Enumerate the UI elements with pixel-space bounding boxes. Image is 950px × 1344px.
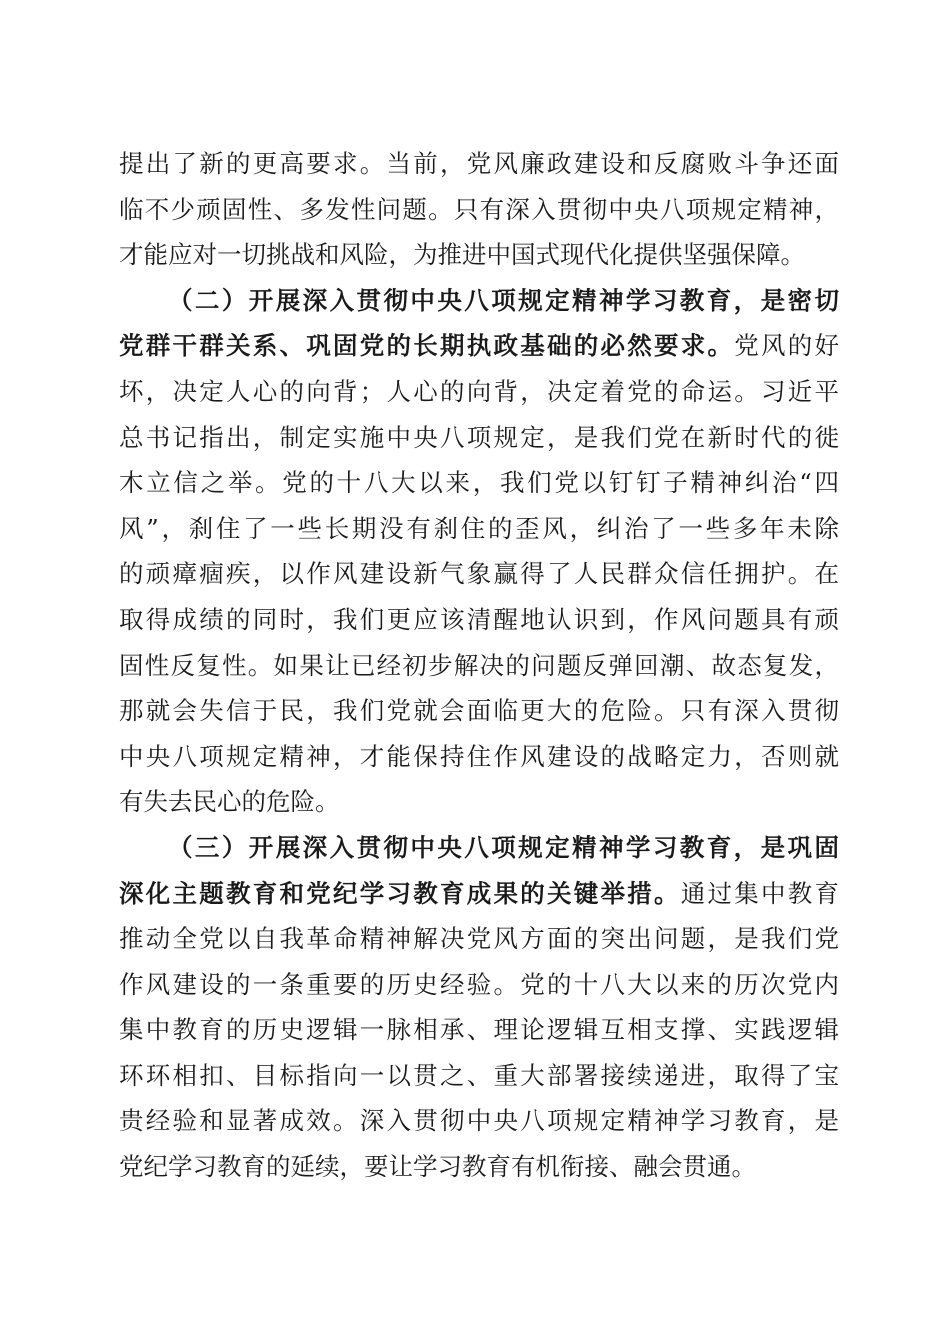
text-line: 那就会失信于民，我们党就会面临更大的危险。只有深入贯彻 xyxy=(119,696,839,726)
text-line: 取得成绩的同时，我们更应该清醒地认识到，作风问题具有顽 xyxy=(119,604,839,634)
text-line: 作风建设的一条重要的历史经验。党的十八大以来的历次党内 xyxy=(119,969,839,999)
text-line: 环环相扣、目标指向一以贯之、重大部署接续递进，取得了宝 xyxy=(119,1060,839,1090)
paragraph-2 xyxy=(119,278,839,825)
text-run: 党风的好 xyxy=(734,331,839,361)
text-line: 风”，刹住了一些长期没有刹住的歪风，纠治了一些多年未除 xyxy=(119,513,839,543)
paragraph-3 xyxy=(119,825,839,1190)
text-line: 固性反复性。如果让已经初步解决的问题反弹回潮、故态复发， xyxy=(119,650,839,680)
text-run: 通过集中教育 xyxy=(680,878,839,908)
document-body xyxy=(119,141,839,1190)
text-line: 才能应对一切挑战和风险，为推进中国式现代化提供坚强保障。 xyxy=(119,240,805,270)
text-line: 党纪学习教育的延续，要让学习教育有机衔接、融会贯通。 xyxy=(119,1152,756,1182)
text-line: 的顽瘴痼疾，以作风建设新气象赢得了人民群众信任拥护。在 xyxy=(119,559,839,589)
text-line: 木立信之举。党的十八大以来，我们党以钉钉子精神纠治“四 xyxy=(119,468,839,498)
text-line: 中央八项规定精神，才能保持住作风建设的战略定力，否则就 xyxy=(119,741,839,771)
section-heading-3: （三）开展深入贯彻中央八项规定精神学习教育，是巩固 xyxy=(168,832,839,862)
text-line: 有失去民心的危险。 xyxy=(119,787,340,817)
text-line xyxy=(119,871,839,917)
paragraph-1 xyxy=(119,141,839,278)
section-heading-3-cont: 深化主题教育和党纪学习教育成果的关键举措。 xyxy=(119,878,681,908)
text-line: 总书记指出，制定实施中央八项规定，是我们党在新时代的徙 xyxy=(119,422,839,452)
text-line: 推动全党以自我革命精神解决党风方面的突出问题，是我们党 xyxy=(119,924,839,954)
section-heading-2-cont: 党群干群关系、巩固党的长期执政基础的必然要求。 xyxy=(119,331,735,361)
text-line: 集中教育的历史逻辑一脉相承、理论逻辑互相支撑、实践逻辑 xyxy=(119,1015,839,1045)
section-heading-2: （二）开展深入贯彻中央八项规定精神学习教育，是密切 xyxy=(168,285,839,315)
text-line: 坏，决定人心的向背；人心的向背，决定着党的命运。习近平 xyxy=(119,376,839,406)
text-line xyxy=(119,323,839,369)
text-line: 提出了新的更高要求。当前，党风廉政建设和反腐败斗争还面 xyxy=(119,149,839,178)
text-line: 临不少顽固性、多发性问题。只有深入贯彻中央八项规定精神， xyxy=(119,194,839,224)
text-line: 贵经验和显著成效。深入贯彻中央八项规定精神学习教育，是 xyxy=(119,1106,839,1136)
